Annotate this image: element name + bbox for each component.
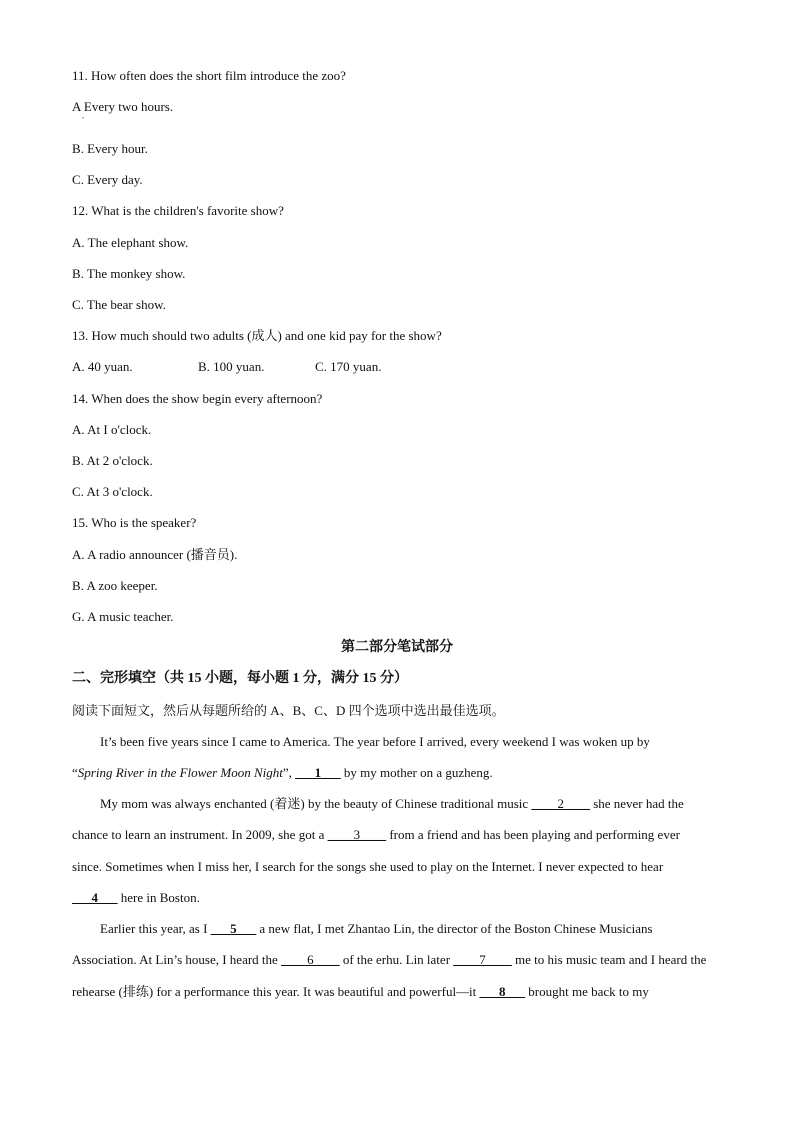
q15-stem: 15. Who is the speaker? (72, 515, 197, 530)
passage-text: a new flat, I met Zhantao Lin, the director of the Boston Chinese Musicians (256, 921, 653, 936)
blank-7[interactable]: ____7____ (453, 952, 512, 967)
quote-open: “ (72, 765, 78, 780)
passage-text: Earlier this year, as I (100, 921, 211, 936)
passage-text: Association. At Lin’s house, I heard the (72, 952, 282, 967)
passage-p3-line1 (100, 921, 722, 937)
passage-p3-line2 (72, 952, 722, 968)
blank-6[interactable]: ____6____ (281, 952, 340, 967)
passage-p3-line3 (72, 984, 722, 1000)
blank-8[interactable]: ___8___ (479, 984, 526, 999)
passage-p2-line2 (72, 827, 722, 843)
passage-p1-line2 (72, 765, 722, 781)
q14-stem: 14. When does the show begin every afternoon? (72, 391, 323, 406)
q13-option-b[interactable]: B. 100 yuan. (198, 359, 265, 374)
q11-stem: 11. How often does the short film introduce the zoo? (72, 68, 346, 83)
q13-option-c[interactable]: C. 170 yuan. (315, 359, 382, 374)
blank-1[interactable]: ___1___ (295, 765, 341, 780)
passage-text: she never had the (589, 796, 684, 811)
q15-option-a[interactable]: A. A radio announcer (播音员). (72, 547, 238, 562)
passage-p2-line3: since. Sometimes when I miss her, I search for the songs she used to play on the Internet. I never expected to hear (72, 859, 664, 874)
passage-p1-line1 (100, 734, 722, 750)
passage-p2-line1 (100, 796, 722, 812)
q12-option-a[interactable]: A. The elephant show. (72, 235, 189, 250)
passage-text: here in Boston. (117, 890, 200, 905)
passage-text: My mom was always enchanted (着迷) by the beauty of Chinese traditional music (100, 796, 532, 811)
blank-5[interactable]: ___5___ (210, 921, 257, 936)
q14-option-b[interactable]: B. At 2 o'clock. (72, 453, 153, 468)
q14-option-c[interactable]: C. At 3 o'clock. (72, 484, 153, 499)
q13-stem: 13. How much should two adults (成人) and one kid pay for the show? (72, 328, 442, 343)
q12-option-b[interactable]: B. The monkey show. (72, 266, 186, 281)
section-heading: 二、完形填空（共 15 小题，每小题 1 分，满分 15 分） (72, 671, 408, 686)
q13-option-a[interactable]: A. 40 yuan. (72, 359, 133, 374)
passage-text: It’s been five years since I came to America. The year before I arrived, every weekend I was woken up by (100, 734, 650, 749)
blank-3[interactable]: ____3____ (327, 827, 387, 842)
passage-text: me to his music team and I heard the (511, 952, 707, 967)
blank-2[interactable]: ____2____ (531, 796, 590, 811)
passage-text: brought me back to my (525, 984, 649, 999)
q15-option-b[interactable]: B. A zoo keeper. (72, 578, 158, 593)
blank-4[interactable]: ___4___ (72, 890, 118, 905)
q12-option-c[interactable]: C. The bear show. (72, 297, 166, 312)
q15-option-c[interactable]: G. A music teacher. (72, 609, 174, 624)
passage-text: by my mother on a guzheng. (340, 765, 493, 780)
quote-close: ”, (282, 765, 296, 780)
stray-mark: • (82, 116, 85, 122)
q11-option-b[interactable]: B. Every hour. (72, 141, 148, 156)
q11-option-c[interactable]: C. Every day. (72, 172, 143, 187)
q12-stem: 12. What is the children's favorite show? (72, 203, 284, 218)
passage-text: from a friend and has been playing and performing ever (386, 827, 680, 842)
section-instruction: 阅读下面短文，然后从每题所给的 A、B、C、D 四个选项中选出最佳选项。 (72, 703, 505, 718)
q11-option-a[interactable]: A Every two hours. (72, 99, 174, 114)
passage-p2-line4 (72, 890, 722, 906)
passage-text: of the erhu. Lin later (339, 952, 454, 967)
passage-text: rehearse (排练) for a performance this year. It was beautiful and powerful—it (72, 984, 480, 999)
song-title: Spring River in the Flower Moon Night (77, 765, 283, 780)
part-title: 第二部分笔试部分 (341, 640, 453, 655)
passage-text: chance to learn an instrument. In 2009, she got a (72, 827, 328, 842)
q14-option-a[interactable]: A. At I o'clock. (72, 422, 152, 437)
